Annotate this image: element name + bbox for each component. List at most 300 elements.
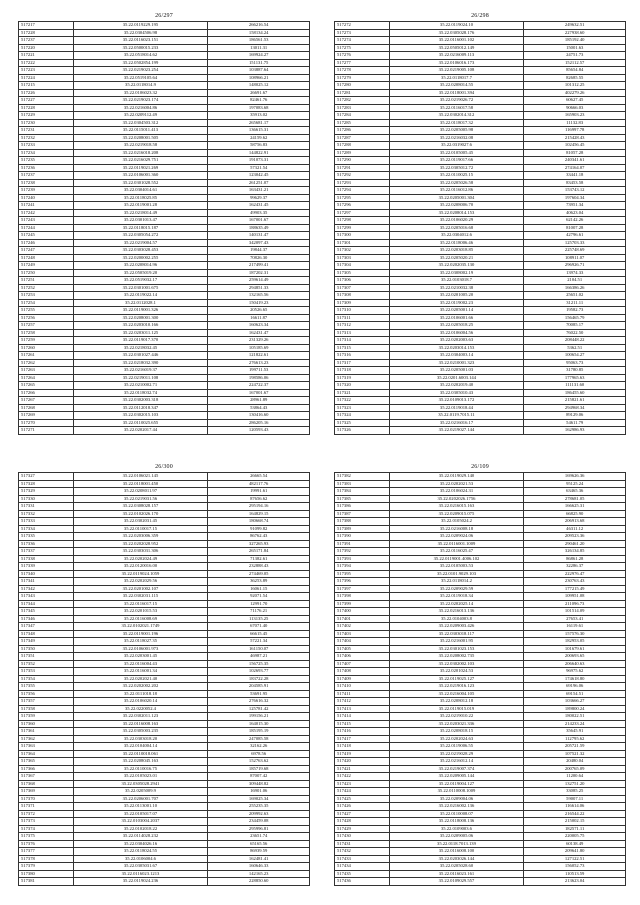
cadastral-number-cell: 35.22.0113001.10 bbox=[73, 803, 208, 811]
value-cell: 132751.20 bbox=[524, 780, 626, 788]
record-id-cell: 517423 bbox=[335, 780, 390, 788]
record-id-cell: 517334 bbox=[19, 525, 74, 533]
table-row bbox=[335, 299, 626, 307]
cadastral-number-cell: 35.22.0216015.163 bbox=[389, 503, 524, 511]
table-row bbox=[19, 600, 310, 608]
table-row bbox=[19, 750, 310, 758]
record-id-cell: 517406 bbox=[335, 653, 390, 661]
record-id-cell: 517300 bbox=[335, 232, 390, 240]
cadastral-number-cell: 35.22.0119024.1059 bbox=[73, 570, 208, 578]
table-row bbox=[335, 495, 626, 503]
cadastral-number-cell: 35.22.0208014.96 bbox=[73, 262, 208, 270]
record-id-cell: 517378 bbox=[19, 855, 74, 863]
value-cell: 2104.51 bbox=[524, 277, 626, 285]
table-row bbox=[19, 67, 310, 75]
cadastral-number-cell: 35.22.0102021.1749 bbox=[73, 623, 208, 631]
table-row bbox=[19, 307, 310, 315]
cadastral-number-cell: 35.22.0118015.187 bbox=[73, 224, 208, 232]
table-row bbox=[335, 367, 626, 375]
value-cell: 101312.25 bbox=[524, 82, 626, 90]
table-row bbox=[335, 765, 626, 773]
cadastral-number-cell: 35.22.0219018.58 bbox=[73, 142, 208, 150]
table-row bbox=[19, 660, 310, 668]
value-cell: 13011.31 bbox=[208, 44, 310, 52]
cadastral-number-cell: 35.22.0202035.130 bbox=[389, 262, 524, 270]
table-row bbox=[19, 359, 310, 367]
record-id-cell: 517220 bbox=[19, 44, 74, 52]
value-cell: 87656.62 bbox=[208, 495, 310, 503]
value-cell: 215428.43 bbox=[524, 134, 626, 142]
value-cell: 60627.45 bbox=[524, 97, 626, 105]
value-cell: 116614.06 bbox=[524, 803, 626, 811]
record-id-cell: 517244 bbox=[19, 224, 74, 232]
value-cell: 15001.63 bbox=[524, 44, 626, 52]
value-cell: 26691.67 bbox=[208, 89, 310, 97]
record-id-cell: 517408 bbox=[335, 668, 390, 676]
cadastral-number-cell: 35.22.0301001.675 bbox=[73, 284, 208, 292]
cadastral-number-cell: 35.22.0201024.53 bbox=[389, 668, 524, 676]
table-row bbox=[19, 157, 310, 165]
value-cell: 232888.43 bbox=[208, 563, 310, 571]
record-id-cell: 517299 bbox=[335, 224, 390, 232]
record-id-cell: 517290 bbox=[335, 157, 390, 165]
table-row bbox=[335, 157, 626, 165]
value-cell: 46311.12 bbox=[524, 525, 626, 533]
value-cell: 402279.26 bbox=[524, 89, 626, 97]
table-row bbox=[335, 608, 626, 616]
cadastral-number-cell: 35.22.0301023.153 bbox=[389, 645, 524, 653]
record-id-cell: 517270 bbox=[19, 419, 74, 427]
value-cell: 274469.05 bbox=[208, 570, 310, 578]
record-id-cell: 517228 bbox=[19, 29, 74, 37]
value-cell: 36253.89 bbox=[208, 578, 310, 586]
value-cell: 296926.71 bbox=[524, 262, 626, 270]
cadastral-number-cell: 35.22.0302003.318 bbox=[73, 397, 208, 405]
table-row bbox=[335, 758, 626, 766]
record-id-cell: 517385 bbox=[335, 495, 390, 503]
value-cell: 217499.41 bbox=[208, 262, 310, 270]
cadastral-number-cell: 35.22.0105003.53 bbox=[389, 563, 524, 571]
record-id-cell: 517318 bbox=[335, 367, 390, 375]
table-row bbox=[335, 818, 626, 826]
cadastral-number-cell: 35.22.0208012.18 bbox=[389, 698, 524, 706]
table-row bbox=[335, 419, 626, 427]
value-cell: 85654.84 bbox=[524, 67, 626, 75]
value-cell: 199711.53 bbox=[208, 367, 310, 375]
record-id-cell: 517364 bbox=[19, 750, 74, 758]
table-row bbox=[19, 202, 310, 210]
cadastral-number-cell: 35.22.0216004.105 bbox=[389, 690, 524, 698]
table-row bbox=[19, 232, 310, 240]
value-cell: 158134.24 bbox=[208, 29, 310, 37]
value-cell: 16901.06 bbox=[208, 788, 310, 796]
table-row bbox=[335, 44, 626, 52]
value-cell: 227938.60 bbox=[524, 29, 626, 37]
value-cell: 151131.75 bbox=[208, 59, 310, 67]
table-row bbox=[19, 149, 310, 157]
value-cell: 102693.77 bbox=[208, 668, 310, 676]
cadastral-number-cell: 35.22.0203026.144 bbox=[389, 855, 524, 863]
value-cell: 261251.07 bbox=[208, 179, 310, 187]
cadastral-number-cell: 35.22.0102018.22 bbox=[73, 825, 208, 833]
value-cell: 198586.06 bbox=[208, 374, 310, 382]
record-id-cell: 517353 bbox=[19, 668, 74, 676]
table-row bbox=[335, 870, 626, 878]
table-row bbox=[335, 209, 626, 217]
record-id-cell: 517304 bbox=[335, 262, 390, 270]
record-id-cell: 517285 bbox=[335, 119, 390, 127]
cadastral-number-cell: 35.22.0119001.196 bbox=[73, 630, 208, 638]
cadastral-number-cell: 35.22.0120016.00 bbox=[73, 563, 208, 571]
value-cell: 222976.47 bbox=[524, 570, 626, 578]
value-cell: 249632.51 bbox=[524, 22, 626, 30]
value-cell: 90666.03 bbox=[524, 104, 626, 112]
value-cell: 167001.67 bbox=[208, 389, 310, 397]
value-cell: 205721.59 bbox=[524, 743, 626, 751]
value-cell: 140131.47 bbox=[208, 232, 310, 240]
record-id-cell: 517381 bbox=[19, 878, 74, 886]
record-id-cell: 517284 bbox=[335, 112, 390, 120]
table-row bbox=[335, 570, 626, 578]
table-row bbox=[19, 217, 310, 225]
value-cell: 53691.95 bbox=[208, 690, 310, 698]
cadastral-number-cell: 35.22.0216013.136 bbox=[389, 608, 524, 616]
record-id-cell: 517274 bbox=[335, 37, 390, 45]
table-row bbox=[19, 555, 310, 563]
value-cell: 111131.60 bbox=[524, 382, 626, 390]
cadastral-number-cell: 35.22.0106024.31 bbox=[389, 488, 524, 496]
table-row bbox=[19, 337, 310, 345]
table-row bbox=[19, 540, 310, 548]
record-id-cell: 517254 bbox=[19, 299, 74, 307]
record-id-cell: 517259 bbox=[19, 337, 74, 345]
value-cell: 89129.06 bbox=[524, 412, 626, 420]
cadastral-number-cell: 35.22.0302031.115 bbox=[73, 593, 208, 601]
value-cell: 162481.41 bbox=[208, 855, 310, 863]
table-row bbox=[19, 585, 310, 593]
record-id-cell: 517427 bbox=[335, 810, 390, 818]
cadastral-number-cell: 35.22.0118.7013.139 bbox=[389, 840, 524, 848]
cadastral-number-cell: 35.22.0203001.45 bbox=[73, 653, 208, 661]
table-row bbox=[335, 675, 626, 683]
cadastral-number-cell: 35.22.0205001.304 bbox=[389, 194, 524, 202]
table-row bbox=[19, 765, 310, 773]
table-row bbox=[335, 698, 626, 706]
value-cell: 27653.41 bbox=[524, 615, 626, 623]
record-id-cell: 517409 bbox=[335, 675, 390, 683]
cadastral-number-cell: 35.22.0205020.21 bbox=[389, 254, 524, 262]
cadastral-number-cell: 35.22.0116025.47 bbox=[389, 548, 524, 556]
value-cell: 294968.34 bbox=[524, 404, 626, 412]
cadastral-number-cell: 35.22.0119018.34 bbox=[389, 593, 524, 601]
record-id-cell: 517387 bbox=[335, 510, 390, 518]
table-row bbox=[335, 540, 626, 548]
record-id-cell: 517291 bbox=[335, 164, 390, 172]
cadastral-number-cell: 35.22.0116023.1213 bbox=[73, 870, 208, 878]
record-id-cell: 517238 bbox=[19, 179, 74, 187]
cadastral-number-cell: 35.22.0305031.67 bbox=[73, 863, 208, 871]
value-cell: 73951.34 bbox=[524, 202, 626, 210]
value-cell: 46987.21 bbox=[208, 653, 310, 661]
table-row bbox=[19, 848, 310, 856]
table-row bbox=[335, 269, 626, 277]
table-row bbox=[19, 623, 310, 631]
record-id-cell: 517275 bbox=[335, 44, 390, 52]
value-cell: 169626.36 bbox=[524, 473, 626, 481]
value-cell: 327265.93 bbox=[208, 540, 310, 548]
record-id-cell: 517355 bbox=[19, 683, 74, 691]
table-row bbox=[19, 683, 310, 691]
cadastral-number-cell: 35.22.0219007.374 bbox=[389, 765, 524, 773]
record-id-cell: 517226 bbox=[19, 89, 74, 97]
value-cell: 24159.62 bbox=[208, 134, 310, 142]
cadastral-number-cell: 35.22.0118014.2 bbox=[389, 578, 524, 586]
table-row bbox=[335, 863, 626, 871]
table-row bbox=[335, 518, 626, 526]
record-id-cell: 517430 bbox=[335, 833, 390, 841]
record-id-cell: 517324 bbox=[335, 412, 390, 420]
record-id-cell: 517389 bbox=[335, 525, 390, 533]
cadastral-number-cell: 35.22.0304014.61 bbox=[73, 187, 208, 195]
record-id-cell: 517424 bbox=[335, 788, 390, 796]
record-id-cell: 517310 bbox=[335, 307, 390, 315]
table-row bbox=[19, 427, 310, 435]
record-id-cell: 517232 bbox=[19, 134, 74, 142]
value-cell: 24751.73 bbox=[524, 52, 626, 60]
record-id-cell: 517246 bbox=[19, 239, 74, 247]
value-cell: 148025.12 bbox=[208, 82, 310, 90]
record-id-cell: 517272 bbox=[335, 22, 390, 30]
record-id-cell: 517410 bbox=[335, 683, 390, 691]
cadastral-number-cell: 35.22.0118017.32 bbox=[389, 119, 524, 127]
cadastral-number-cell: 35.22.0118024.55 bbox=[73, 848, 208, 856]
cadastral-number-cell: 35.22.0303031.306 bbox=[73, 548, 208, 556]
table-row bbox=[335, 840, 626, 848]
table-row bbox=[335, 262, 626, 270]
value-cell: 278681.05 bbox=[524, 495, 626, 503]
value-cell: 200765.09 bbox=[524, 765, 626, 773]
value-cell: 153743.12 bbox=[524, 187, 626, 195]
value-cell: 20480.04 bbox=[524, 758, 626, 766]
record-id-cell: 517365 bbox=[19, 758, 74, 766]
table-row bbox=[335, 52, 626, 60]
cadastral-number-cell: 35.22.0109003.6 bbox=[389, 825, 524, 833]
record-id-cell: 517231 bbox=[19, 127, 74, 135]
table-row bbox=[19, 367, 310, 375]
table-row bbox=[335, 59, 626, 67]
record-id-cell: 517262 bbox=[19, 359, 74, 367]
cadastral-number-cell: 35.22.0216004.86 bbox=[73, 104, 208, 112]
cadastral-number-cell: 35.22.0116004.43 bbox=[73, 660, 208, 668]
record-id-cell: 517377 bbox=[19, 848, 74, 856]
table-row bbox=[19, 104, 310, 112]
value-cell: 164015.30 bbox=[208, 720, 310, 728]
record-id-cell: 517419 bbox=[335, 750, 390, 758]
value-cell: 86762.43 bbox=[208, 533, 310, 541]
cadastral-number-cell: 35.22.0119024.10 bbox=[389, 22, 524, 30]
value-cell: 206913.68 bbox=[524, 518, 626, 526]
cadastral-number-cell: 35.22.0105023.01 bbox=[73, 773, 208, 781]
table-row bbox=[335, 104, 626, 112]
table-row bbox=[335, 247, 626, 255]
record-id-cell: 517420 bbox=[335, 758, 390, 766]
value-cell: 231329.26 bbox=[208, 337, 310, 345]
table-row bbox=[19, 404, 310, 412]
table-page-4 bbox=[334, 463, 626, 886]
cadastral-number-cell: 35.22.0116001.1009 bbox=[389, 540, 524, 548]
table-row bbox=[335, 82, 626, 90]
table-row bbox=[335, 232, 626, 240]
table-row bbox=[335, 239, 626, 247]
record-id-cell: 517228 bbox=[19, 104, 74, 112]
table-row bbox=[335, 149, 626, 157]
table-row bbox=[19, 743, 310, 751]
table-row bbox=[19, 329, 310, 337]
cadastral-number-cell: 35.22.0106001.360 bbox=[73, 172, 208, 180]
value-cell: 274164.07 bbox=[524, 164, 626, 172]
value-cell: 209523.36 bbox=[524, 533, 626, 541]
cadastral-number-cell: 35.22.0216012.14 bbox=[389, 758, 524, 766]
cadastral-number-cell: 35.22.0106016.173 bbox=[389, 59, 524, 67]
table-row bbox=[335, 788, 626, 796]
record-id-cell: 517384 bbox=[335, 488, 390, 496]
value-cell: 266216.54 bbox=[208, 22, 310, 30]
cadastral-number-cell: 35.22.0110025.655 bbox=[73, 419, 208, 427]
value-cell: 16611.87 bbox=[208, 314, 310, 322]
record-id-cell: 517243 bbox=[19, 217, 74, 225]
cadastral-number-cell: 35.22.0205028.60 bbox=[389, 863, 524, 871]
cadastral-number-cell: 35.22.0519032.17 bbox=[73, 277, 208, 285]
value-cell: 11132.83 bbox=[524, 119, 626, 127]
table-row bbox=[19, 397, 310, 405]
cadastral-number-cell: 35.22.0110017.15 bbox=[73, 525, 208, 533]
record-id-cell: 517287 bbox=[335, 134, 390, 142]
table-row bbox=[335, 179, 626, 187]
record-id-cell: 517390 bbox=[335, 533, 390, 541]
value-cell: 342097.43 bbox=[208, 239, 310, 247]
record-id-cell: 517332 bbox=[19, 510, 74, 518]
value-cell: 70085.17 bbox=[524, 322, 626, 330]
table-row bbox=[19, 374, 310, 382]
value-cell: 32162.26 bbox=[208, 743, 310, 751]
cadastral-number-cell: 35.22.0304012.6 bbox=[389, 232, 524, 240]
value-cell: 174618.80 bbox=[524, 675, 626, 683]
record-id-cell: 517375 bbox=[19, 833, 74, 841]
value-cell: 71382.61 bbox=[208, 555, 310, 563]
table-row bbox=[335, 254, 626, 262]
value-cell: 185195.19 bbox=[208, 728, 310, 736]
record-id-cell: 517258 bbox=[19, 329, 74, 337]
cadastral-number-cell: 35.22.0106004.56 bbox=[389, 329, 524, 337]
table-row bbox=[19, 389, 310, 397]
value-cell: 162431.47 bbox=[208, 329, 310, 337]
cadastral-number-cell: 35.22.0116008.163 bbox=[73, 720, 208, 728]
record-id-cell: 517333 bbox=[19, 518, 74, 526]
value-cell: 247085.58 bbox=[208, 735, 310, 743]
record-id-cell: 517367 bbox=[19, 773, 74, 781]
record-id-cell: 517357 bbox=[19, 698, 74, 706]
table-row bbox=[335, 374, 626, 382]
table-row bbox=[335, 638, 626, 646]
table-row bbox=[335, 187, 626, 195]
cadastral-number-cell: 35.22.0303018.20 bbox=[73, 735, 208, 743]
record-id-cell: 517252 bbox=[19, 284, 74, 292]
cadastral-number-cell: 35.22.0115011.413 bbox=[73, 127, 208, 135]
table-row bbox=[335, 97, 626, 105]
table-row bbox=[335, 480, 626, 488]
table-row bbox=[19, 615, 310, 623]
table-row bbox=[19, 705, 310, 713]
table-row bbox=[19, 419, 310, 427]
value-cell: 33085.25 bbox=[524, 788, 626, 796]
record-id-cell: 517342 bbox=[19, 585, 74, 593]
record-id-cell: 517217 bbox=[19, 22, 74, 30]
value-cell: 49903.35 bbox=[208, 209, 310, 217]
record-id-cell: 517401 bbox=[335, 615, 390, 623]
record-id-cell: 517294 bbox=[335, 187, 390, 195]
value-cell: 57321.54 bbox=[208, 164, 310, 172]
table-row bbox=[19, 840, 310, 848]
value-cell: 161150.07 bbox=[208, 645, 310, 653]
record-id-cell: 517341 bbox=[19, 578, 74, 586]
table-row bbox=[335, 803, 626, 811]
value-cell: 157576.30 bbox=[524, 630, 626, 638]
table-row bbox=[335, 473, 626, 481]
record-id-cell: 517292 bbox=[335, 172, 390, 180]
table-row bbox=[335, 322, 626, 330]
table-row bbox=[335, 600, 626, 608]
cadastral-number-cell: 35.22.0304506.98 bbox=[73, 29, 208, 37]
value-cell: 33441.18 bbox=[524, 172, 626, 180]
table-row bbox=[19, 22, 310, 30]
cadastral-number-cell: 35.22.0216002.136 bbox=[389, 803, 524, 811]
value-cell: 123042.45 bbox=[208, 172, 310, 180]
value-cell: 156465.79 bbox=[524, 314, 626, 322]
record-id-cell: 517321 bbox=[335, 389, 390, 397]
cadastral-number-cell: 35.22.0209112.49 bbox=[73, 112, 208, 120]
value-cell: 182953.05 bbox=[524, 638, 626, 646]
cadastral-number-cell: 35.22.0205026.58 bbox=[389, 179, 524, 187]
cadastral-number-cell: 35.22.0106020.14 bbox=[73, 698, 208, 706]
value-cell: 167001.67 bbox=[208, 217, 310, 225]
cadastral-number-cell: 35.22.0219027.144 bbox=[389, 427, 524, 435]
record-id-cell: 517425 bbox=[335, 795, 390, 803]
table-row bbox=[19, 803, 310, 811]
record-id-cell: 517436 bbox=[335, 878, 390, 886]
record-id-cell: 517280 bbox=[335, 82, 390, 90]
table-row bbox=[19, 299, 310, 307]
value-cell: 42796.61 bbox=[524, 232, 626, 240]
record-id-cell: 517397 bbox=[335, 585, 390, 593]
cadastral-number-cell: 35.22.0209005.06 bbox=[389, 833, 524, 841]
page-title: 26/300 bbox=[155, 464, 173, 470]
cadastral-number-cell: 35.22.0500015.233 bbox=[73, 44, 208, 52]
value-cell: 276613.23 bbox=[208, 359, 310, 367]
record-id-cell: 517354 bbox=[19, 675, 74, 683]
table-row bbox=[335, 119, 626, 127]
cadastral-number-cell: 35.22.0302014.312 bbox=[389, 112, 524, 120]
cadastral-number-cell: 35.22.0218032.45 bbox=[73, 344, 208, 352]
table-row bbox=[19, 608, 310, 616]
record-id-cell: 517386 bbox=[335, 503, 390, 511]
table-row bbox=[19, 645, 310, 653]
record-id-cell: 517395 bbox=[335, 570, 390, 578]
cadastral-number-cell: 35.22.0202025.14 bbox=[389, 600, 524, 608]
cadastral-number-cell: 35.22.0203014.153 bbox=[389, 344, 524, 352]
cadastral-number-cell: 35.22.0106001.66 bbox=[389, 314, 524, 322]
table-page-3 bbox=[18, 463, 310, 886]
table-row bbox=[19, 578, 310, 586]
